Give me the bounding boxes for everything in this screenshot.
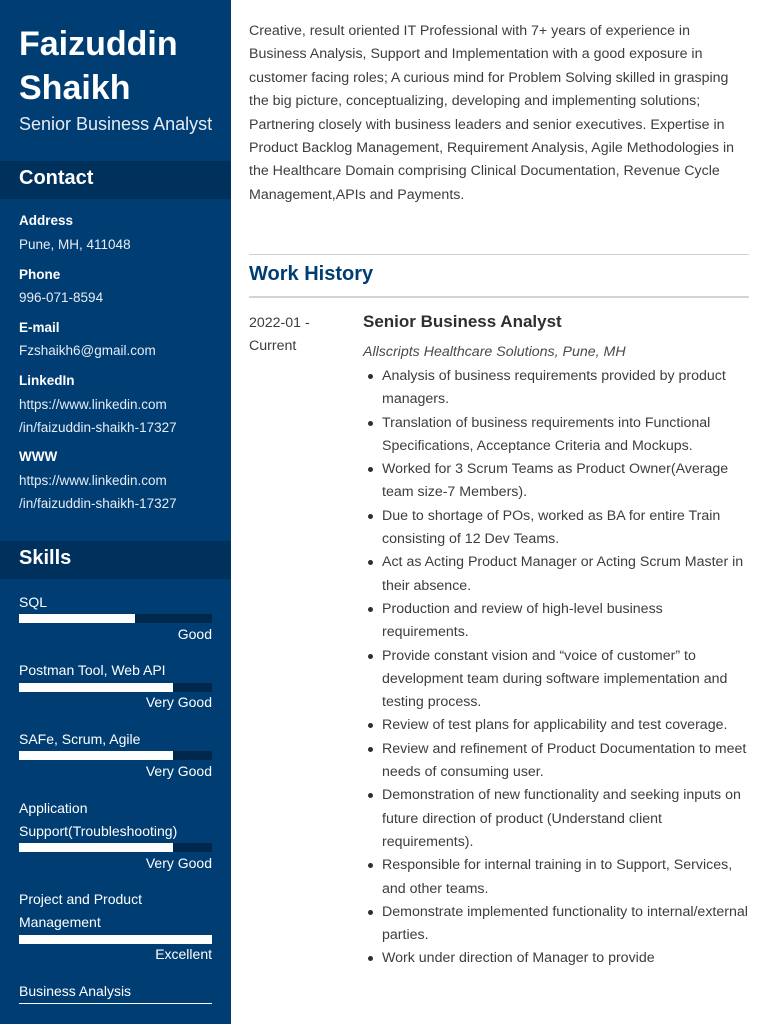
job-title: Senior Business Analyst xyxy=(363,312,562,331)
address-label: Address xyxy=(19,213,74,228)
skill-level: Very Good xyxy=(145,694,212,710)
candidate-name xyxy=(19,22,224,110)
list-item: Analysis of business requirements provided by product managers. xyxy=(363,365,753,412)
job-dates xyxy=(249,312,339,358)
skills-heading: Skills xyxy=(19,547,72,569)
skill-level: Very Good xyxy=(145,763,212,779)
skill-name: SQL xyxy=(19,594,48,610)
main-content xyxy=(231,0,768,1024)
address-value: Pune, MH, 411048 xyxy=(19,237,131,252)
linkedin-label: LinkedIn xyxy=(19,373,75,388)
linkedin-line-1: https://www.linkedin.com xyxy=(19,397,167,412)
skill-bar xyxy=(19,935,212,944)
www-line-2: /in/faizuddin-shaikh-17327 xyxy=(19,496,177,511)
skill-name: Business Analysis xyxy=(19,983,132,999)
list-item: Translation of business requirements into Functional Specifications, Acceptance Criteria and Mockups. xyxy=(363,412,753,459)
skill-name-line-2: Management xyxy=(19,914,101,930)
skill-divider xyxy=(19,1003,212,1004)
list-item: Demonstration of new functionality and seeking inputs on future direction of product (Understand client requirements). xyxy=(363,784,753,854)
skill-name xyxy=(19,888,212,934)
list-item: Provide constant vision and “voice of customer” to development team during software implementation and testing process. xyxy=(363,645,753,715)
www-line-1: https://www.linkedin.com xyxy=(19,473,167,488)
job-dates-end: Current xyxy=(249,338,297,354)
skill-level: Good xyxy=(177,626,212,642)
skill-bar-fill xyxy=(19,843,173,852)
sidebar xyxy=(0,0,231,1024)
skill-bar xyxy=(19,683,212,692)
job-responsibilities xyxy=(363,365,753,971)
name-line-1: Faizuddin xyxy=(19,25,178,63)
skill-bar xyxy=(19,843,212,852)
email-label: E-mail xyxy=(19,320,60,335)
linkedin-line-2: /in/faizuddin-shaikh-17327 xyxy=(19,420,177,435)
contact-heading-bar xyxy=(0,161,231,199)
skills-heading-bar xyxy=(0,541,231,579)
skill-bar-fill xyxy=(19,614,135,623)
list-item: Production and review of high-level business requirements. xyxy=(363,598,753,645)
job-dates-start: 2022-01 - xyxy=(249,315,310,331)
skill-name xyxy=(19,797,212,843)
skill-level: Very Good xyxy=(145,855,212,871)
list-item: Due to shortage of POs, worked as BA for entire Train consisting of 12 Dev Teams. xyxy=(363,505,753,552)
www-label: WWW xyxy=(19,449,58,464)
work-history-heading: Work History xyxy=(249,263,374,285)
skill-bar-fill xyxy=(19,683,173,692)
email-link[interactable]: Fzshaikh6@gmail.com xyxy=(19,343,156,358)
skill-name-line-1: Application xyxy=(19,800,88,816)
list-item: Worked for 3 Scrum Teams as Product Owner(Average team size-7 Members). xyxy=(363,458,753,505)
list-item: Work under direction of Manager to provide xyxy=(363,947,753,970)
skill-name: Postman Tool, Web API xyxy=(19,662,166,678)
linkedin-link[interactable] xyxy=(19,393,224,439)
section-divider xyxy=(249,254,749,255)
list-item: Act as Acting Product Manager or Acting Scrum Master in their absence. xyxy=(363,551,753,598)
phone-label: Phone xyxy=(19,267,61,282)
skill-name: SAFe, Scrum, Agile xyxy=(19,731,141,747)
section-divider xyxy=(249,296,749,298)
skill-bar-fill xyxy=(19,751,173,760)
name-line-2: Shaikh xyxy=(19,69,131,107)
skill-bar xyxy=(19,614,212,623)
list-item: Responsible for internal training in to Support, Services, and other teams. xyxy=(363,854,753,901)
professional-summary: Creative, result oriented IT Professional with 7+ years of experience in Business Analysis, Support and Implementation with a good exposure in customer facing roles; A curious mind for Problem Solving skilled in grasping the big picture, conceptualizing, developing and implementing solutions; Partnering closely with business leaders and senior executives. Expertise in Product Backlog Management, Requirement Analysis, Agile Methodologies in the Healthcare Domain comprising Clinical Documentation, Revenue Cycle Management,APIs and Payments. xyxy=(249,23,735,203)
contact-heading: Contact xyxy=(19,167,94,189)
skill-name-line-2: Support(Troubleshooting) xyxy=(19,823,178,839)
list-item: Review and refinement of Product Documentation to meet needs of consuming user. xyxy=(363,738,753,785)
skill-bar-fill xyxy=(19,935,212,944)
phone-value: 996-071-8594 xyxy=(19,290,104,305)
list-item: Demonstrate implemented functionality to internal/external parties. xyxy=(363,901,753,948)
list-item: Review of test plans for applicability and test coverage. xyxy=(363,714,753,737)
skill-bar xyxy=(19,751,212,760)
skill-name-line-1: Project and Product xyxy=(19,891,142,907)
candidate-role: Senior Business Analyst xyxy=(19,114,213,134)
job-company: Allscripts Healthcare Solutions, Pune, MH xyxy=(363,344,626,360)
www-link[interactable] xyxy=(19,469,224,515)
skill-level: Excellent xyxy=(155,946,212,962)
